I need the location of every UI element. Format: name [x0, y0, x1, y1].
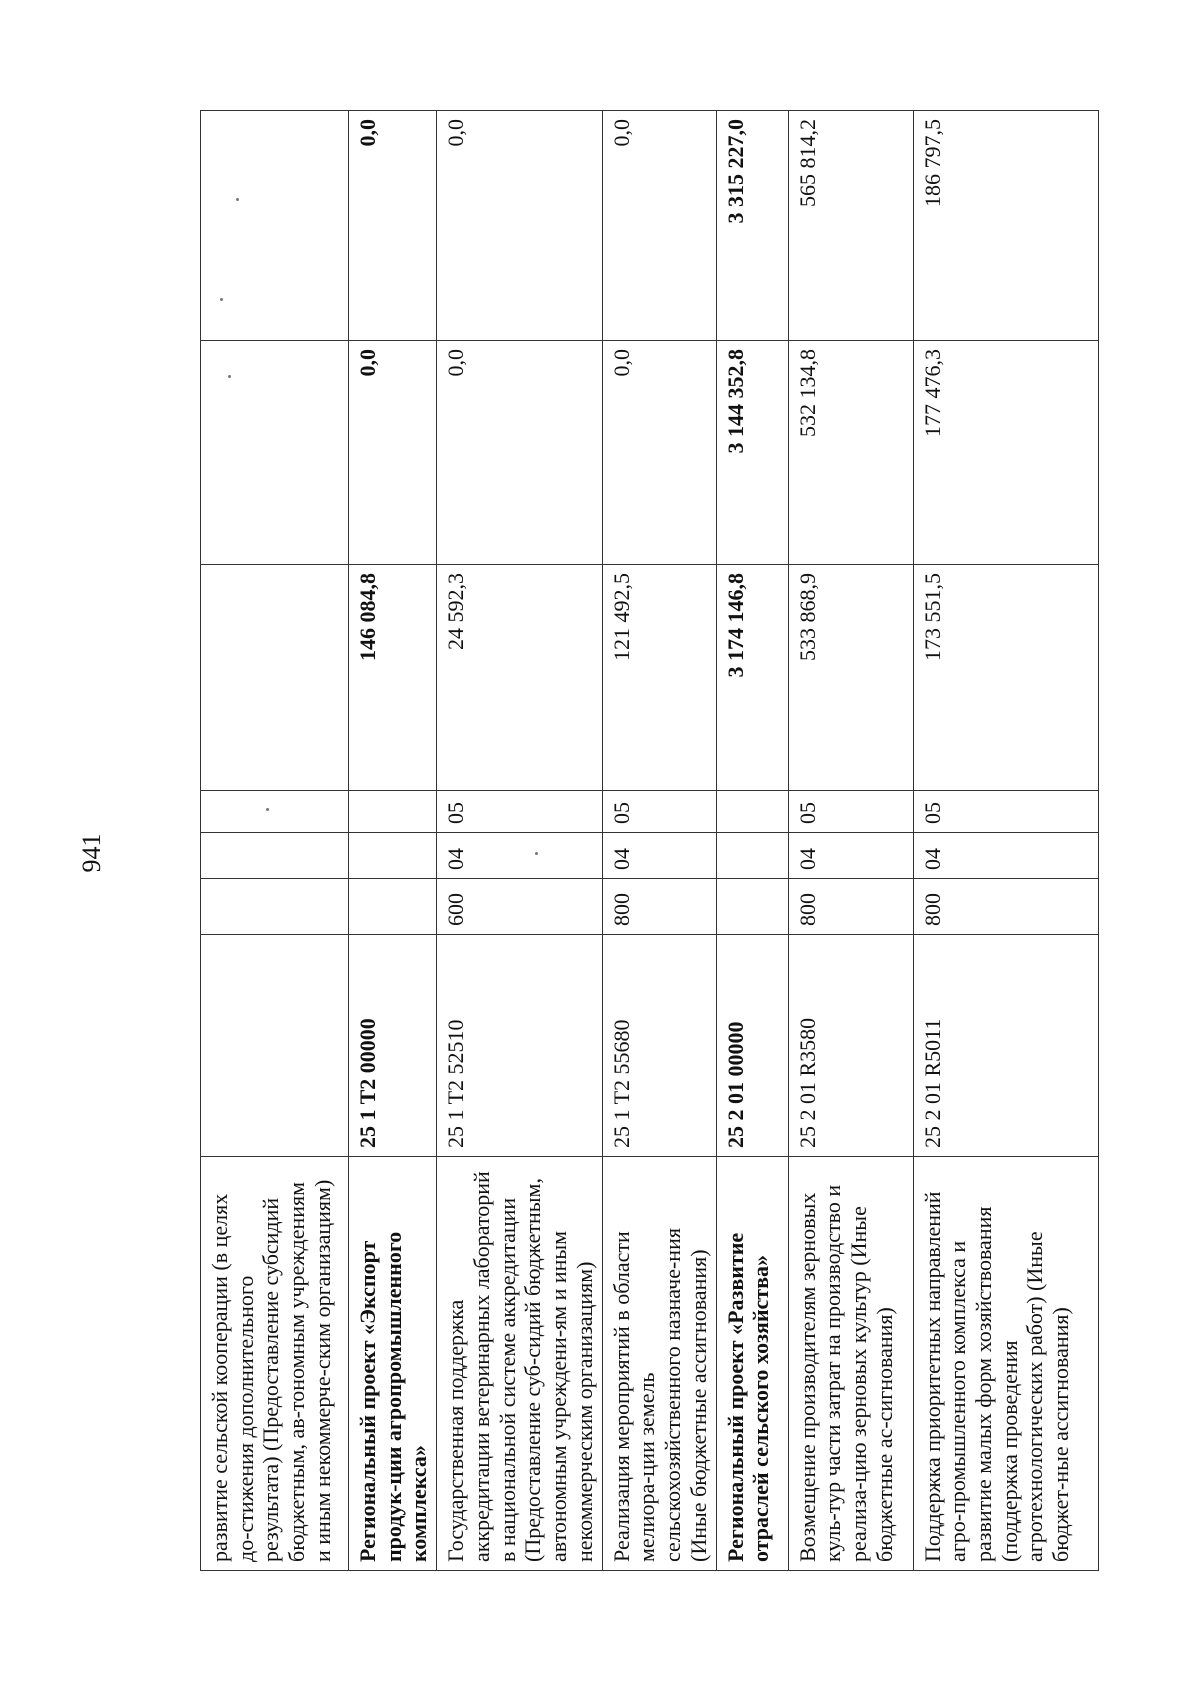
- row-value-2: 532 134,8: [788, 341, 913, 565]
- row-subsection: 05: [913, 791, 1098, 833]
- row-value-1: 24 592,3: [437, 565, 602, 791]
- row-value-3: 565 814,2: [788, 111, 913, 341]
- row-section: 04: [602, 833, 716, 879]
- row-section: [201, 833, 349, 879]
- row-subsection: 05: [437, 791, 602, 833]
- table-row: [349, 111, 437, 1571]
- row-value-2: 0,0: [437, 341, 602, 565]
- row-value-2: 3 144 352,8: [716, 341, 788, 565]
- row-value-3: 0,0: [349, 111, 437, 341]
- row-target-code: [201, 935, 349, 1157]
- row-target-code: 25 2 01 R3580: [788, 935, 913, 1157]
- row-expense-type: [349, 879, 437, 935]
- table-row: [788, 111, 913, 1571]
- row-value-1: 146 084,8: [349, 565, 437, 791]
- row-value-2: [201, 341, 349, 565]
- row-description: развитие сельской кооперации (в целях до-стижения дополнительного результата) (Предоставление субсидий бюджетным, ав-тономным учреждениям и иным некоммерче-ским организациям): [201, 1157, 349, 1571]
- row-expense-type: [716, 879, 788, 935]
- row-value-1: 3 174 146,8: [716, 565, 788, 791]
- table-row: [437, 111, 602, 1571]
- row-expense-type: 600: [437, 879, 602, 935]
- row-description: Поддержка приоритетных направлений агро-промышленного комплекса и развитие малых форм хозяйствования (поддержка проведения агротехнологических работ) (Иные бюджет-ные ассигнования): [913, 1157, 1098, 1571]
- row-value-1: [201, 565, 349, 791]
- row-description: Региональный проект «Развитие отраслей сельского хозяйства»: [716, 1157, 788, 1571]
- scan-speck: [535, 852, 538, 855]
- row-expense-type: 800: [913, 879, 1098, 935]
- budget-table: [200, 110, 1099, 1571]
- row-target-code: 25 2 01 R5011: [913, 935, 1098, 1157]
- row-value-2: 177 476,3: [913, 341, 1098, 565]
- row-value-3: 0,0: [602, 111, 716, 341]
- row-subsection: 05: [602, 791, 716, 833]
- row-subsection: [716, 791, 788, 833]
- row-section: 04: [437, 833, 602, 879]
- row-description: Реализация мероприятий в области мелиора-ции земель сельскохозяйственного назначе-ния (Иные бюджетные ассигнования): [602, 1157, 716, 1571]
- scan-speck: [236, 198, 239, 201]
- table-row: [201, 111, 349, 1571]
- table-row: [913, 111, 1098, 1571]
- table-row: [716, 111, 788, 1571]
- row-section: [716, 833, 788, 879]
- table-row: [602, 111, 716, 1571]
- row-description: Региональный проект «Экспорт продук-ции агропромышленного комплекса»: [349, 1157, 437, 1571]
- row-value-3: 3 315 227,0: [716, 111, 788, 341]
- row-description: Возмещение производителям зерновых куль-тур части затрат на производство и реализа-цию зерновых культур (Иные бюджетные ас-сигнования): [788, 1157, 913, 1571]
- rotated-table-sheet: [200, 111, 1099, 1571]
- scan-speck: [228, 375, 231, 378]
- row-value-1: 121 492,5: [602, 565, 716, 791]
- scan-speck: [220, 298, 223, 301]
- row-description: Государственная поддержка аккредитации ветеринарных лабораторий в национальной системе аккредитации (Предоставление суб-сидий бюджетным, автономным учреждени-ям и иным некоммерческим организациям): [437, 1157, 602, 1571]
- row-value-2: 0,0: [602, 341, 716, 565]
- row-subsection: 05: [788, 791, 913, 833]
- row-subsection: [201, 791, 349, 833]
- row-target-code: 25 1 T2 00000: [349, 935, 437, 1157]
- row-value-3: [201, 111, 349, 341]
- row-section: [349, 833, 437, 879]
- row-target-code: 25 1 T2 55680: [602, 935, 716, 1157]
- row-value-3: 0,0: [437, 111, 602, 341]
- row-value-1: 173 551,5: [913, 565, 1098, 791]
- row-value-3: 186 797,5: [913, 111, 1098, 341]
- row-subsection: [349, 791, 437, 833]
- row-expense-type: [201, 879, 349, 935]
- page-number: 941: [77, 833, 106, 873]
- table-body: [201, 111, 1099, 1571]
- row-target-code: 25 1 T2 52510: [437, 935, 602, 1157]
- row-expense-type: 800: [788, 879, 913, 935]
- row-value-2: 0,0: [349, 341, 437, 565]
- row-section: 04: [788, 833, 913, 879]
- scan-speck: [266, 808, 269, 811]
- row-value-1: 533 868,9: [788, 565, 913, 791]
- row-expense-type: 800: [602, 879, 716, 935]
- row-section: 04: [913, 833, 1098, 879]
- row-target-code: 25 2 01 00000: [716, 935, 788, 1157]
